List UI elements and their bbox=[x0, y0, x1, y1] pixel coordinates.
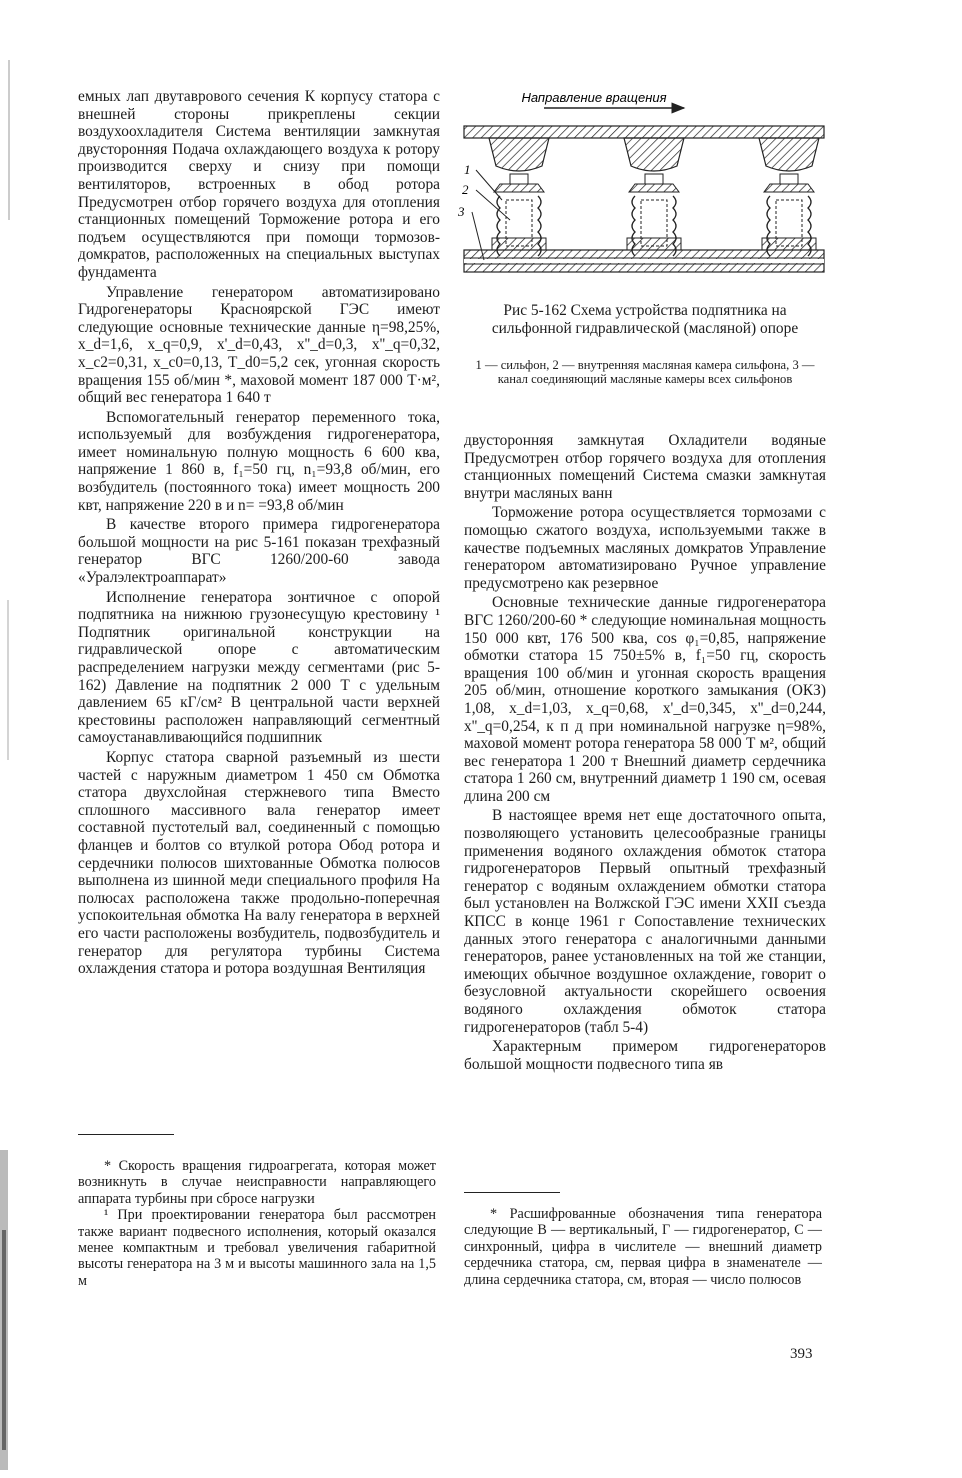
paragraph: Характерным примером гидрогенераторов большой мощности подвесного типа яв bbox=[464, 1038, 826, 1073]
callout-2: 2 bbox=[462, 182, 469, 197]
footnote-rule-right bbox=[464, 1192, 560, 1193]
left-footnotes bbox=[78, 1158, 436, 1289]
scan-edge-artifact bbox=[0, 0, 16, 1478]
direction-label: Направление вращения bbox=[521, 90, 667, 105]
callout-3: 3 bbox=[458, 204, 465, 219]
left-column bbox=[78, 88, 440, 978]
footnote: * Расшифрованные обозначения типа генератора следующие В — вертикальный, Г — гидрогенератор, С — синхронный, цифра в числителе — внешний диаметр сердечника статора, см, первая цифра в знаменателе — длина сердечника статора, см, вторая — число полюсов bbox=[464, 1206, 822, 1288]
paragraph: емных лап двутаврового сечения К корпусу статора с внешней стороны прикреплены секции воздухоохладителя Система вентиляции замкнутая двусторонняя Подача охлаждающего воздуха к ротору производится сверху и снизу при помощи вентиляторов, встроенных в обод ротора Предусмотрен отбор горячего воздуха для отопления станционных помещений Торможение ротора и его подъем осуществляются при помощи тормозов-домкратов, расположенных на специальных выступах фундамента bbox=[78, 88, 440, 281]
bearing-segment bbox=[624, 138, 684, 256]
paragraph: Корпус статора сварной разъемный из шести частей с наружным диаметром 1 450 см Обмотка статора двухслойная стержневого типа Вместо сплошного массивного вала генератор имеет составной пустотелый вал, соединенный с помощью фланцев и болтов со втулкой ротора Обод ротора и сердечники полюсов шихтованные Обмотка полюсов выполнена из шинной меди специального профиля На полюсах расположена также продольно-поперечная успокоительная обмотка На валу генератора в верхней его части расположены возбудитель, подвозбудитель и генератор для регулятора турбины Система охлаждения статора и ротора воздушная Вентиляция bbox=[78, 748, 440, 978]
paragraph: Основные технические данные гидрогенератора ВГС 1260/200-60 * следующие номинальная мощность 150 000 квт, 176 500 ква, cos φ₁=0,85, напряжение обмотки статора 15 750±5% в, f₁=50 гц, скорость вращения 100 об/мин и угонная скорость вращения 205 об/мин, отношение короткого замыкания (ОКЗ) 1,08, x_d=1,03, x_q=0,68, x'_d=0,345, x''_d=0,244, x''_q=0,254, к п д при номинальной нагрузке η=98%, маховой момент ротора генератора 58 000 Т м², общий вес генератора 1 200 т Внешний диаметр сердечника статора 1 260 см, внутренний диаметр 1 190 см, осевая длина 200 см bbox=[464, 594, 826, 805]
figure-caption: Рис 5-162 Схема устройства подпятника на сильфонной гидравлической (масляной) опоре bbox=[491, 302, 799, 337]
thrust-bearing-diagram bbox=[454, 88, 832, 293]
right-column bbox=[464, 432, 826, 1073]
bearing-segment bbox=[759, 138, 819, 256]
footnote: * Скорость вращения гидроагрегата, которая может возникнуть в случае неисправности направляющего аппарата турбины при сбросе нагрузки bbox=[78, 1158, 436, 1207]
paragraph: В настоящее время нет еще достаточного опыта, позволяющего установить целесообразные границы применения водяного охлаждения обмоток статора гидрогенераторов Первый опытный трехфазный генератор с водяным охлаждением обмотки статора был установлен на Волжской ГЭС имени XXII съезда КПСС в конце 1961 г Сопоставление технических данных этого генератора с аналогичными данными генераторов, ранее установленных на той же станции, имеющих обычное воздушное охлаждение, говорит о безусловной актуальности скорейшего освоения водяного охлаждения обмоток статора гидрогенераторов (табл 5-4) bbox=[464, 807, 826, 1036]
paragraph: Управление генератором автоматизировано Гидрогенераторы Красноярской ГЭС имеют следующие основные технические данные η=98,25%, x_d=1,6, x_q=0,9, x'_d=0,43, x''_d=0,3, x''_q=0,32, x_c2=0,31, x_c0=0,13, T_d0=5,2 сек, угонная скорость вращения 155 об/мин *, маховой момент 187 000 Т·м², общий вес генератора 1 640 т bbox=[78, 283, 440, 407]
paragraph: Торможение ротора осуществляется тормозами с помощью сжатого воздуха, используемыми также в качестве подъемных масляных домкратов Управление генератором автоматизировано Ручное управление предусмотрено как резервное bbox=[464, 504, 826, 592]
page-number: 393 bbox=[790, 1346, 813, 1362]
footnote-rule-left bbox=[78, 1134, 174, 1135]
paragraph: Вспомогательный генератор переменного тока, используемый для возбуждения гидрогенератора, имеет номинальную полную мощность 6 600 ква, напряжение 1 860 в, f₁=50 гц, n₁=93,8 об/мин, его возбудитель (постоянного тока) имеет мощность 200 квт, напряжение 220 в и n= =93,8 об/мин bbox=[78, 408, 440, 514]
footnote: ¹ При проектировании генератора был рассмотрен также вариант подвесного исполнения, который оказался менее компактным и требовал увеличения габаритной высоты генератора на 3 м и высоты машинного зала на 1,5 м bbox=[78, 1207, 436, 1289]
figure-5-162 bbox=[454, 88, 832, 298]
right-footnotes bbox=[464, 1206, 822, 1288]
figure-legend: 1 — сильфон, 2 — внутренняя масляная камера сильфона, 3 — канал соединяющий масляные камеры всех сильфонов bbox=[475, 358, 815, 387]
paragraph: Исполнение генератора зонтичное с опорой подпятника на нижнюю грузонесущую крестовину ¹ Подпятник оригинальной конструкции на гидравлической опоре с автоматическим распределением нагрузки между сегментами (рис 5-162) Давление на подпятник 2 000 Т с удельным давлением 65 кГ/см² В центральной части верхней крестовины расположен направляющий сегментный самоустанавливающийся подшипник bbox=[78, 588, 440, 747]
paragraph: двусторонняя замкнутая Охладители водяные Предусмотрен отбор горячего воздуха для отопления станционных помещений Система смазки замкнутая внутри масляных ванн bbox=[464, 432, 826, 502]
callout-1: 1 bbox=[464, 162, 471, 177]
bearing-segment bbox=[489, 138, 549, 256]
paragraph: В качестве второго примера гидрогенератора большой мощности на рис 5-161 показан трехфазный генератор ВГС 1260/200-60 завода «Уралэлектроаппарат» bbox=[78, 516, 440, 587]
